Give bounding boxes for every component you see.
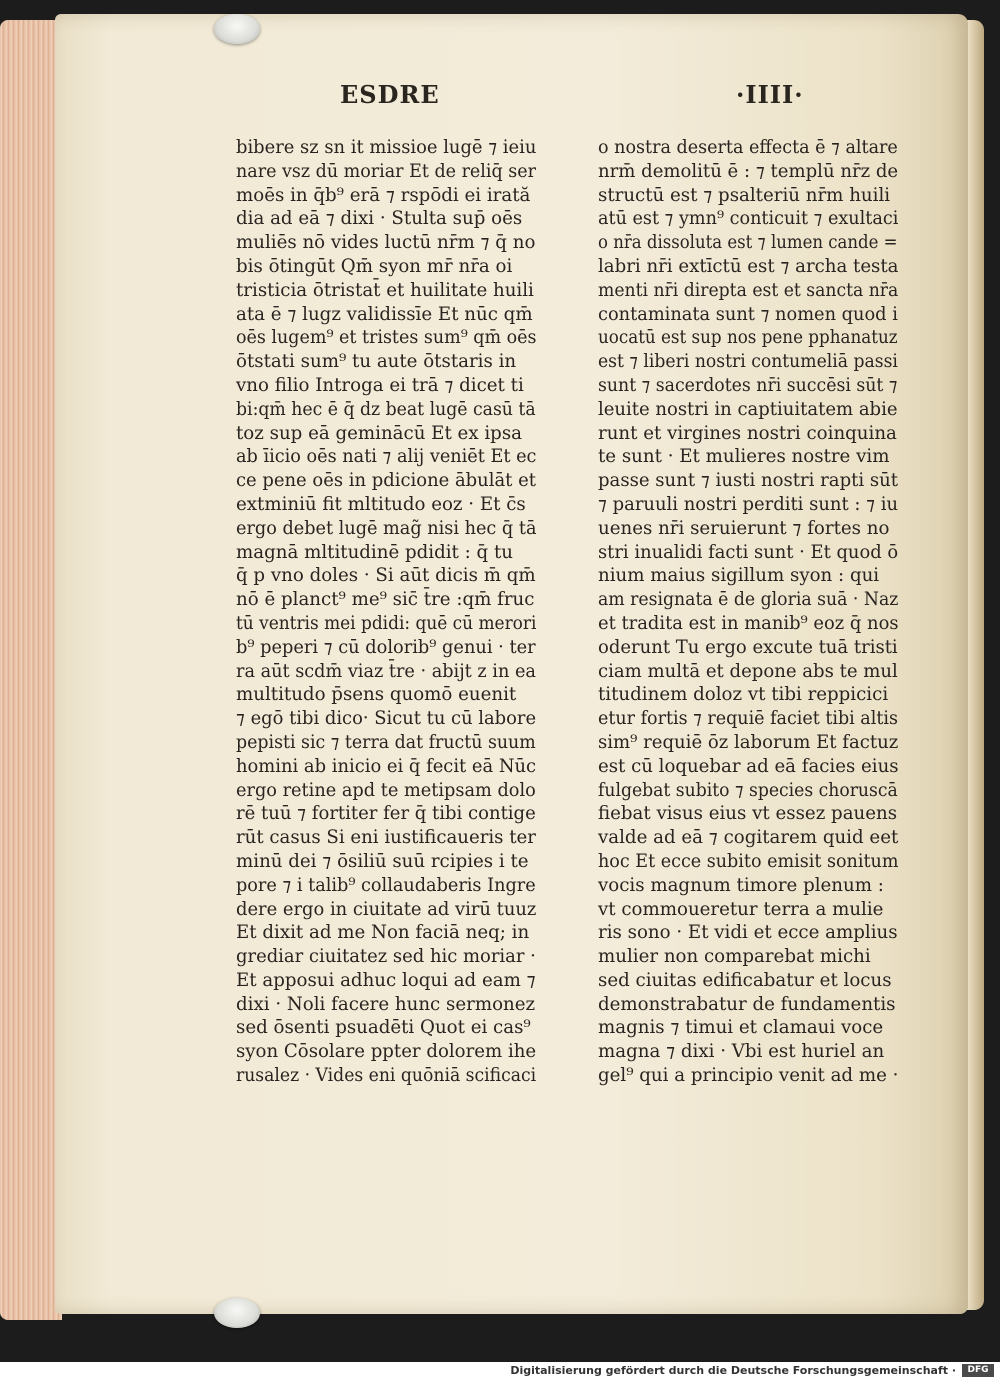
text-line: nare vsz dū moriar Et de reliq̄ ser: [236, 160, 536, 182]
text-line: ce pene oēs in pdicione ābulāt et: [236, 470, 536, 492]
text-line: rusalez · Vides eni quōniā scificaci: [236, 1065, 537, 1087]
text-line: homini ab inicio ei q̄ fecit eā Nūc: [236, 755, 537, 777]
text-line: ⁊ egō tibi dico· Sicut tu cū labore: [236, 708, 537, 730]
text-line: moēs in q̄b⁹ erā ⁊ rspōdi ei irată: [236, 184, 531, 206]
text-line: grediar ciuitatez sed hic moriar ·: [236, 946, 536, 968]
text-line: stri inualidi facti sunt · Et quod ō: [598, 541, 899, 563]
text-line: ergo retine apd te metipsam dolo: [236, 779, 536, 801]
text-line: multitudo p̄sens quomō euenit: [236, 684, 517, 706]
text-line: leuite nostri in captiuitatem abie: [598, 398, 898, 420]
text-line: gel⁹ qui a principio venit ad me ·: [598, 1065, 899, 1087]
text-line: atū est ⁊ ymn⁹ conticuit ⁊ exultaci: [598, 208, 899, 230]
text-line: magnā mltitudinē pdidit : q̄ tu: [236, 541, 514, 563]
text-column-left: [236, 136, 558, 1088]
text-line: syon Cōsolare ppter dolorem ihe: [236, 1041, 537, 1063]
text-line: est cū loquebar ad eā facies eius: [598, 755, 899, 777]
text-line: nrm̄ demolitū ē : ⁊ templū nr̄z de: [598, 160, 899, 182]
text-line: est ⁊ liberi nostri contumeliā passi: [598, 351, 898, 373]
text-line: sim⁹ requiē ōz laborum Et factuz: [598, 731, 899, 753]
book-clip-bottom: [214, 1298, 260, 1328]
text-line: passe sunt ⁊ iusti nostri rapti sūt: [598, 470, 899, 492]
text-line: o nostra deserta effecta ē ⁊ altare: [598, 137, 898, 158]
text-line: demonstrabatur de fundamentis: [598, 993, 896, 1015]
text-line: sed ōsenti psuadēti Quot ei cas⁹: [236, 1017, 531, 1039]
text-line: muliēs nō vides luctū nr̄m ⁊ q̄ no: [236, 232, 536, 254]
text-line: ra aūt scdm̄ viaz t̄re · abijt z in ea: [236, 660, 536, 682]
text-line: Et apposui adhuc loqui ad eam ⁊: [236, 969, 536, 991]
text-line: am resignata ē de gloria suā · Naz: [598, 589, 899, 611]
text-line: bi:qm̄ hec ē q̄ dz beat lugē casū tā: [236, 398, 536, 420]
text-line: valde ad eā ⁊ cogitarem quid eet: [598, 827, 899, 849]
book-page-edges: [0, 20, 62, 1320]
book-clip-top: [214, 14, 260, 44]
text-line: dixi · Noli facere hunc sermonez: [236, 993, 536, 1015]
text-line: vt commoueretur terra a mulie: [598, 898, 884, 920]
text-line: oēs lugem⁹ et tristes sum⁹ qm̄ oēs: [236, 327, 537, 349]
text-line: hoc Et ecce subito emisit sonitum: [598, 850, 899, 872]
text-line: magna ⁊ dixi · Vbi est huriel an: [598, 1041, 885, 1063]
text-line: et tradita est in manib⁹ eoz q̄ nos: [598, 612, 899, 634]
running-head-right: ·IIII·: [736, 80, 804, 109]
text-line: b⁹ peperi ⁊ cū dolorib⁹ genui · ter: [236, 636, 536, 658]
text-line: ergo debet lugē mag̃ nisi hec q̄ tā: [236, 517, 537, 539]
text-line: ōtstati sum⁹ tu aute ōtstaris in: [236, 351, 517, 373]
text-line: dia ad eā ⁊ dixi · Stulta sup̄ oēs: [236, 208, 523, 230]
text-line: pepisti sic ⁊ terra dat fructū suum: [236, 731, 536, 753]
text-line: toz sup eā geminācū Et ex ipsa: [236, 422, 522, 444]
text-line: nium maius sigillum syon : qui: [598, 565, 880, 587]
text-line: fiebat visus eius vt essez pauens: [598, 803, 898, 825]
dfg-logo: DFG: [962, 1364, 994, 1377]
text-line: tristicia ōtristat̄ et huilitate huili: [236, 279, 534, 301]
text-column-right: [598, 136, 928, 1088]
text-line: rē tuū ⁊ fortiter fer q̄ tibi contige: [236, 803, 536, 825]
digitization-credit: Digitalisierung gefördert durch die Deutsche Forschungsgemeinschaft ·: [510, 1364, 956, 1377]
text-line: o nr̄a dissoluta est ⁊ lumen cande =: [598, 232, 898, 254]
text-line: labri nr̄i extīctū est ⁊ archa testa: [598, 255, 899, 277]
text-line: te sunt · Et mulieres nostre vim: [598, 446, 890, 468]
text-line: minū dei ⁊ ōsiliū suū rcipies i te: [236, 850, 529, 872]
text-line: oderunt Tu ergo excute tuā tristi: [598, 636, 898, 658]
text-line: extminiū fit mltitudo eoz · Et c̄s: [236, 493, 526, 515]
text-line: ab īicio oēs nati ⁊ alij veniēt Et ec: [236, 446, 537, 468]
text-line: runt et virgines nostri coinquina: [598, 422, 897, 444]
text-line: bis ōtingūt Qm̄ syon mr̄ nr̄a oi: [236, 255, 513, 277]
text-line: Et dixit ad me Non faciā neq; in: [236, 922, 530, 944]
text-line: sunt ⁊ sacerdotes nr̄i succēsi sūt ⁊: [598, 374, 898, 396]
text-line: ciam multā et depone abs te mul: [598, 660, 898, 682]
text-line: uocatū est sup nos pene pphanatuz: [598, 327, 898, 349]
text-line: tū ventris mei pdidi: quē cū merori: [236, 612, 537, 634]
text-line: magnis ⁊ timui et clamaui voce: [598, 1017, 884, 1039]
text-line: mulier non comparebat michi: [598, 946, 871, 968]
text-line: fulgebat subito ⁊ species choruscā: [598, 779, 898, 801]
text-line: contaminata sunt ⁊ nomen quod i: [598, 303, 898, 325]
text-line: bibere sz sn it missioe lugē ⁊ ieiu: [236, 137, 537, 158]
text-line: rūt casus Si eni iustificaueris ter: [236, 827, 536, 849]
text-line: structū est ⁊ psalteriū nr̄m huili: [598, 184, 891, 206]
text-line: ris sono · Et vidi et ecce amplius: [598, 922, 898, 944]
text-line: nō ē planct⁹ me⁹ sic̄ t̄re :qm̄ fruc: [236, 589, 535, 611]
text-line: vocis magnum timore plenum :: [598, 874, 884, 896]
text-line: uenes nr̄i seruierunt ⁊ fortes no: [598, 517, 890, 539]
text-line: ata ē ⁊ lugz validissīe Et nūc qm̄: [236, 303, 533, 325]
text-line: pore ⁊ i talib⁹ collaudaberis Ingre: [236, 874, 536, 896]
text-line: ⁊ paruuli nostri perditi sunt : ⁊ iu: [598, 493, 899, 515]
text-line: dere ergo in ciuitate ad virū tuuz: [236, 898, 537, 920]
text-line: menti nr̄i direpta est et sancta nr̄a: [598, 279, 899, 301]
running-head-left: ESDRE: [340, 80, 440, 109]
text-line: q̄ p vno doles · Si aūt dicis m̄ qm̄: [236, 565, 536, 587]
text-line: sed ciuitas edificabatur et locus: [598, 969, 892, 991]
text-line: vno filio Introga ei trā ⁊ dicet ti: [236, 374, 524, 396]
text-line: titudinem doloz vt tibi reppicici: [598, 684, 889, 706]
text-line: etur fortis ⁊ requiē faciet tibi altis: [598, 708, 898, 730]
